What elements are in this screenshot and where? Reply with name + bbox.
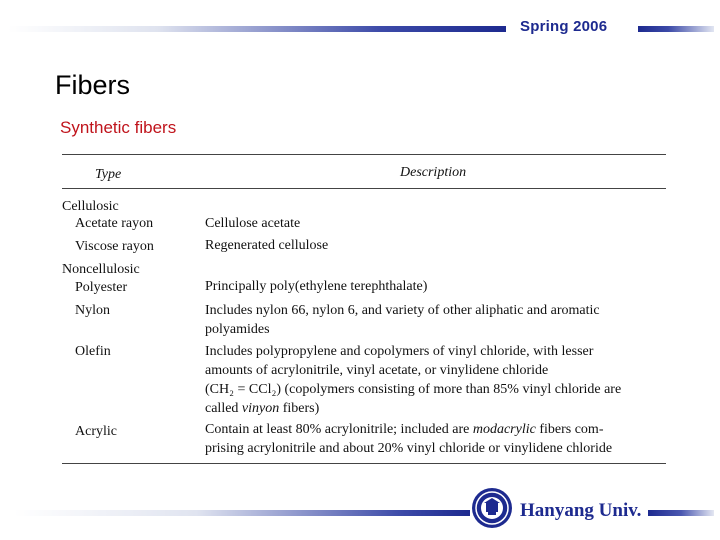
desc-line: amounts of acrylonitrile, vinyl acetate, or vinylidene chloride: [205, 363, 549, 378]
desc-acetate-rayon: Cellulose acetate: [205, 216, 301, 231]
group-label-cellulosic: Cellulosic: [62, 199, 119, 214]
column-header-description: Description: [400, 165, 467, 180]
type-polyester: Polyester: [75, 280, 128, 295]
desc-nylon: [205, 301, 664, 339]
type-olefin: Olefin: [75, 344, 111, 359]
desc-line: Includes polypropylene and copolymers of vinyl chloride, with lesser: [205, 344, 594, 359]
group-label-noncellulosic: Noncellulosic: [62, 262, 140, 277]
desc-line: (CH₂ = CCl₂) (copolymers consisting of more than 85% vinyl chloride are: [205, 382, 622, 397]
desc-line: polyamides: [205, 322, 270, 337]
header-band-left: [8, 26, 506, 32]
table-header-rule: [62, 188, 666, 189]
type-acetate-rayon: Acetate rayon: [75, 216, 154, 231]
header-band-right: [638, 26, 714, 32]
term-label: Spring 2006: [520, 18, 608, 35]
fiber-table: [62, 150, 666, 470]
table-bottom-rule: [62, 463, 666, 464]
page-title: Fibers: [55, 70, 131, 100]
desc-acrylic: [205, 420, 664, 458]
university-seal-icon: [470, 486, 514, 530]
desc-line: called vinyon fibers): [205, 401, 320, 416]
footer-band-right: [648, 510, 714, 516]
desc-line: prising acrylonitrile and about 20% vinyl chloride or vinylidene chloride: [205, 441, 613, 456]
desc-viscose-rayon: Regenerated cellulose: [205, 238, 329, 253]
desc-polyester: Principally poly(ethylene terephthalate): [205, 279, 428, 294]
column-header-type: Type: [95, 167, 122, 182]
table-top-rule: [62, 154, 666, 155]
page-subtitle: Synthetic fibers: [60, 118, 177, 137]
type-acrylic: Acrylic: [75, 424, 117, 439]
desc-olefin: [205, 342, 664, 418]
desc-line: Contain at least 80% acrylonitrile; included are modacrylic fibers com-: [205, 422, 604, 437]
type-nylon: Nylon: [75, 303, 110, 318]
type-viscose-rayon: Viscose rayon: [75, 239, 154, 254]
desc-line: Includes nylon 66, nylon 6, and variety of other aliphatic and aromatic: [205, 303, 600, 318]
footer-band-left: [14, 510, 470, 516]
university-name: Hanyang Univ.: [520, 500, 642, 521]
